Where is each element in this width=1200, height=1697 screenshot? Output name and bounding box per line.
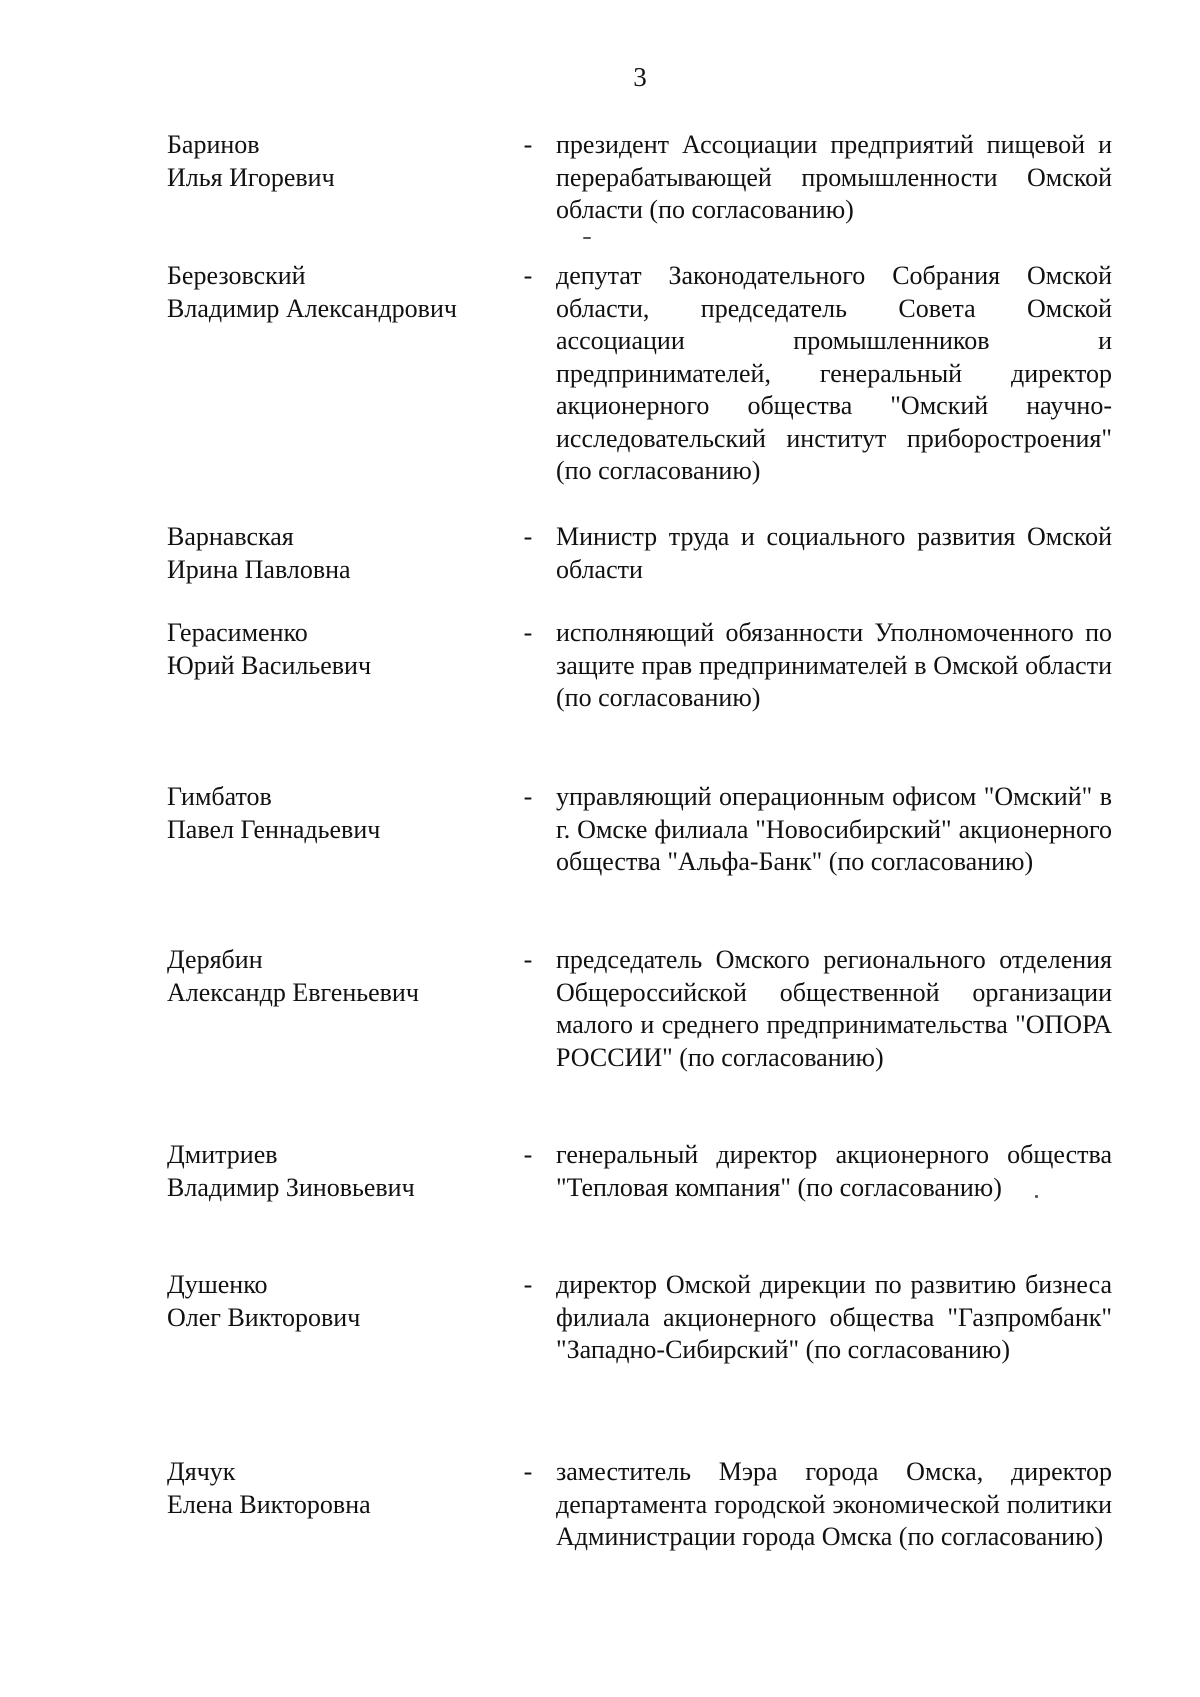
member-position: председатель Омского регионального отделения Общероссийской общественной организации малого и среднего предпринимательства "ОПОРА РОССИИ" (по согласованию) [556,945,1112,1072]
member-given-names: Павел Геннадьевич [167,814,381,844]
member-given-names: Владимир Зиновьевич [167,1172,415,1202]
scan-speck [583,237,591,239]
member-name [167,617,507,682]
member-surname: Дерябин [167,945,263,974]
member-position: заместитель Мэра города Омска, директор департамента городской экономической политики Администрации города Омска (по согласованию) [556,1457,1112,1551]
member-given-names: Владимир Александрович [167,293,457,323]
separator-dash: - [523,1270,533,1299]
separator-dash: - [523,522,533,551]
separator-dash: - [523,782,533,811]
member-surname: Березовский [167,261,306,290]
member-given-names: Александр Евгеньевич [167,977,419,1007]
member-name [167,521,507,586]
member-name [167,944,507,1009]
member-surname: Гимбатов [167,782,272,811]
member-name [167,129,507,194]
member-surname: Варнавская [167,522,294,551]
member-position: генеральный директор акционерного общества "Тепловая компания" (по согласованию) [556,1140,1112,1202]
member-position: директор Омской дирекции по развитию бизнеса филиала акционерного общества "Газпромбанк" "Западно-Сибирский" (по согласованию) [556,1270,1112,1364]
separator-dash: - [523,130,533,159]
scan-speck [1035,1195,1038,1198]
member-name [167,1139,507,1204]
member-given-names: Олег Викторович [167,1302,361,1332]
member-position: исполняющий обязанности Уполномоченного по защите прав предпринимателей в Омской области (по согласованию) [556,618,1112,712]
member-given-names: Ирина Павловна [167,554,351,584]
member-surname: Дмитриев [167,1140,278,1169]
member-position: депутат Законодательного Собрания Омской области, председатель Совета Омской ассоциации промышленников и предпринимателей, генеральный директор акционерного общества "Омский научно-исследовательский институт приборостроения" (по согласованию) [556,261,1112,485]
separator-dash: - [523,1457,533,1486]
separator-dash: - [523,261,533,290]
separator-dash: - [523,1140,533,1169]
member-position: президент Ассоциации предприятий пищевой и перерабатывающей промышленности Омской области (по согласованию) [556,130,1112,224]
member-given-names: Елена Викторовна [167,1489,371,1519]
separator-dash: - [523,945,533,974]
page-number: 3 [633,62,647,92]
member-name [167,260,507,325]
member-position: управляющий операционным офисом "Омский" в г. Омске филиала "Новосибирский" акционерного общества "Альфа-Банк" (по согласованию) [556,782,1112,876]
member-name [167,781,507,846]
member-name [167,1269,507,1334]
member-surname: Баринов [167,130,260,159]
member-position: Министр труда и социального развития Омской области [556,522,1112,584]
member-given-names: Юрий Васильевич [167,650,372,680]
member-surname: Душенко [167,1270,268,1299]
separator-dash: - [523,618,533,647]
member-surname: Дячук [167,1457,236,1486]
member-name [167,1456,507,1521]
member-given-names: Илья Игоревич [167,162,335,192]
member-surname: Герасименко [167,618,308,647]
